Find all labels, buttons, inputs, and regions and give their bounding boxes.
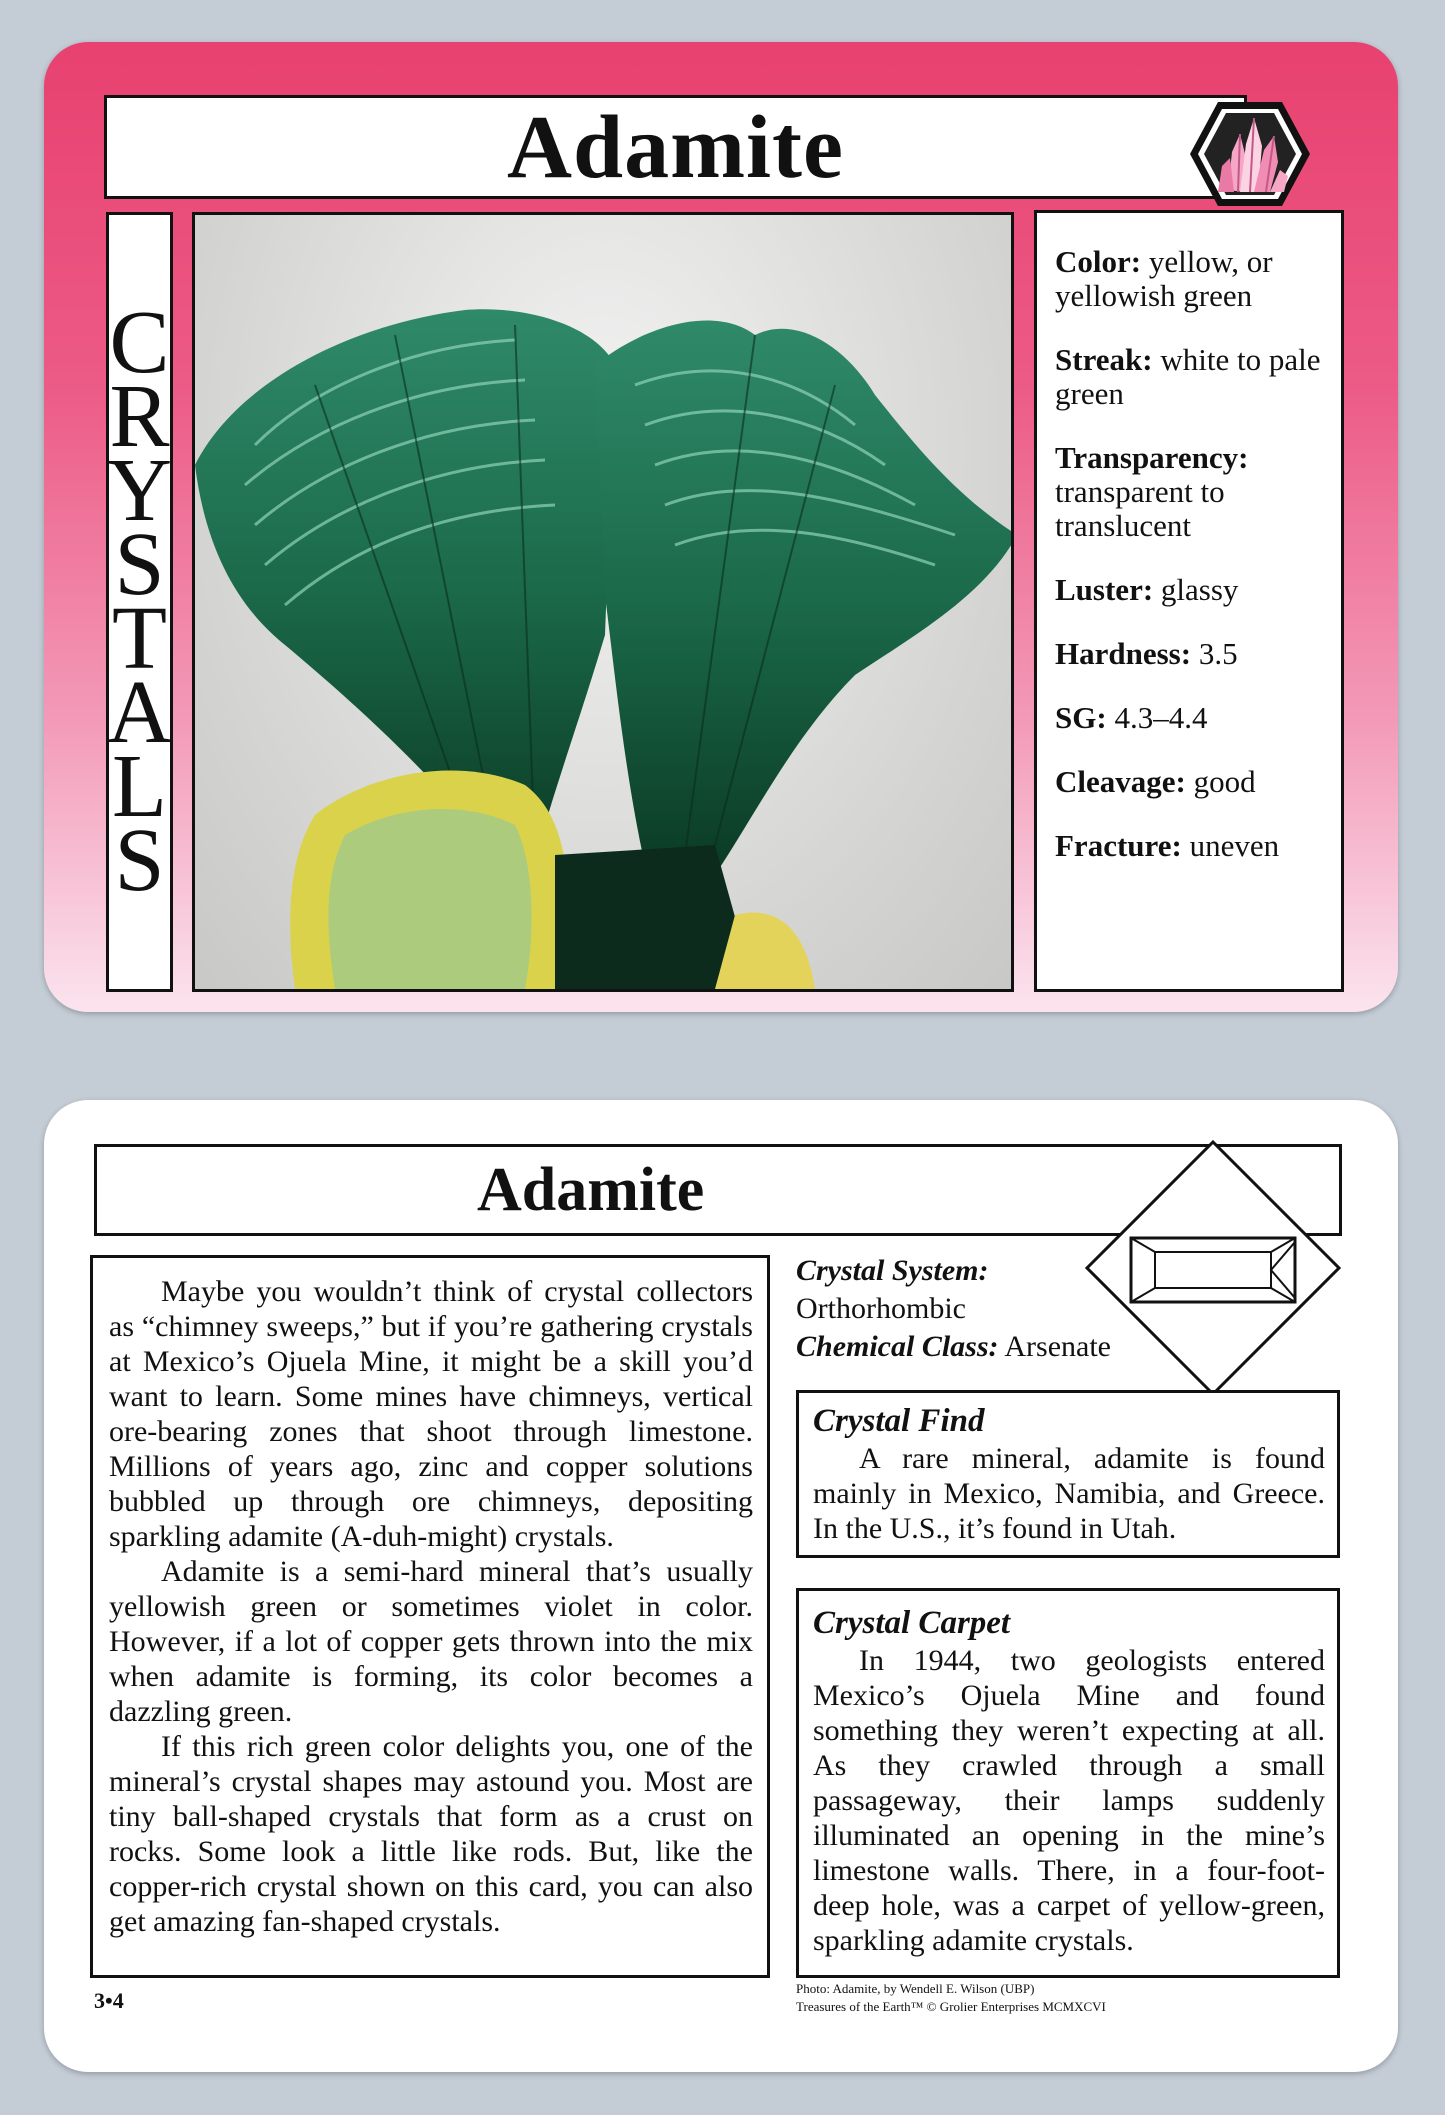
property-cleavage: Cleavage: good (1055, 764, 1256, 799)
story-paragraph: Adamite is a semi-hard mineral that’s usually yellowish green or sometimes violet in color. However, if a lot of copper gets thrown into the mix when adamite is forming, its color becomes a dazzling green. (109, 1555, 753, 1728)
vertical-letter: R (109, 367, 170, 466)
back-card (44, 1100, 1398, 2072)
property-color: Color: yellow, or yellowish green (1055, 244, 1273, 313)
photo-credit (796, 1980, 1106, 2016)
vertical-letter: L (112, 737, 167, 836)
story-box (90, 1255, 770, 1978)
property-sg: SG: 4.3–4.4 (1055, 700, 1208, 735)
chemical-class-row: Chemical Class: Arsenate (796, 1330, 1111, 1363)
card-code: 3•4 (94, 1988, 124, 2013)
property-luster: Luster: glassy (1055, 572, 1239, 607)
crystal-carpet-text: In 1944, two geologists entered Mexico’s Ojuela Mine and found something they weren’t expecting at all. As they crawled through a small passageway, their lamps suddenly illuminated an opening in the mine’s limestone walls. There, in a four-foot-deep hole, was a carpet of yellow-green, sparkling adamite crystals. (813, 1644, 1325, 1957)
credit-line: Photo: Adamite, by Wendell E. Wilson (UBP) (796, 1981, 1035, 1996)
vertical-letter: C (109, 293, 170, 392)
property-fracture: Fracture: uneven (1055, 828, 1280, 863)
credit-line: Treasures of the Earth™ © Grolier Enterprises MCMXCVI (796, 1999, 1106, 2014)
crystal-find-heading: Crystal Find (813, 1403, 985, 1439)
crystal-system-value: Orthorhombic (796, 1292, 966, 1325)
story-paragraph: If this rich green color delights you, one of the mineral’s crystal shapes may astound you. Most are tiny ball-shaped crystals that form as a crust on rocks. Some look a little like rods. But, like the copper-rich crystal shown on this card, you can also get amazing fan-shaped crystals. (109, 1730, 753, 1938)
vertical-letter: T (112, 589, 167, 688)
property-transparency: Transparency: transparent to translucent (1055, 440, 1249, 543)
crystal-photo (192, 212, 1014, 992)
back-title: Adamite (477, 1155, 705, 1224)
property-streak: Streak: white to pale green (1055, 342, 1321, 411)
green-fan-crystal-photo-icon (195, 215, 1011, 989)
crystal-carpet-heading: Crystal Carpet (813, 1605, 1011, 1641)
properties-panel (1034, 210, 1344, 992)
crystal-system-row: Crystal System: (796, 1254, 989, 1287)
vertical-letter: S (114, 811, 165, 910)
crystal-system-info (796, 1252, 1176, 1366)
front-card (44, 42, 1398, 1012)
crystal-find-box (796, 1390, 1340, 1558)
crystal-find-text: A rare mineral, adamite is found mainly in Mexico, Namibia, and Greece. In the U.S., it’s found in Utah. (813, 1442, 1325, 1545)
crystal-carpet-box (796, 1588, 1340, 1978)
property-hardness: Hardness: 3.5 (1055, 636, 1238, 671)
front-title: Adamite (507, 97, 844, 197)
pink-crystal-cluster-icon (1188, 100, 1312, 208)
vertical-letter: S (114, 515, 165, 614)
vertical-letter: A (107, 663, 172, 762)
front-title-box (104, 95, 1247, 199)
story-paragraph: Maybe you wouldn’t think of crystal collectors as “chimney sweeps,” but if you’re gathering crystals at Mexico’s Ojuela Mine, it might be a skill you’d want to learn. Some mines have chimneys, vertical ore-bearing zones that shoot through limestone. Millions of years ago, zinc and copper solutions bubbled up through ore chimneys, depositing sparkling adamite (A-duh-might) crystals. (109, 1275, 753, 1553)
vertical-letter: Y (107, 441, 172, 540)
crystals-vertical-label (106, 212, 173, 992)
